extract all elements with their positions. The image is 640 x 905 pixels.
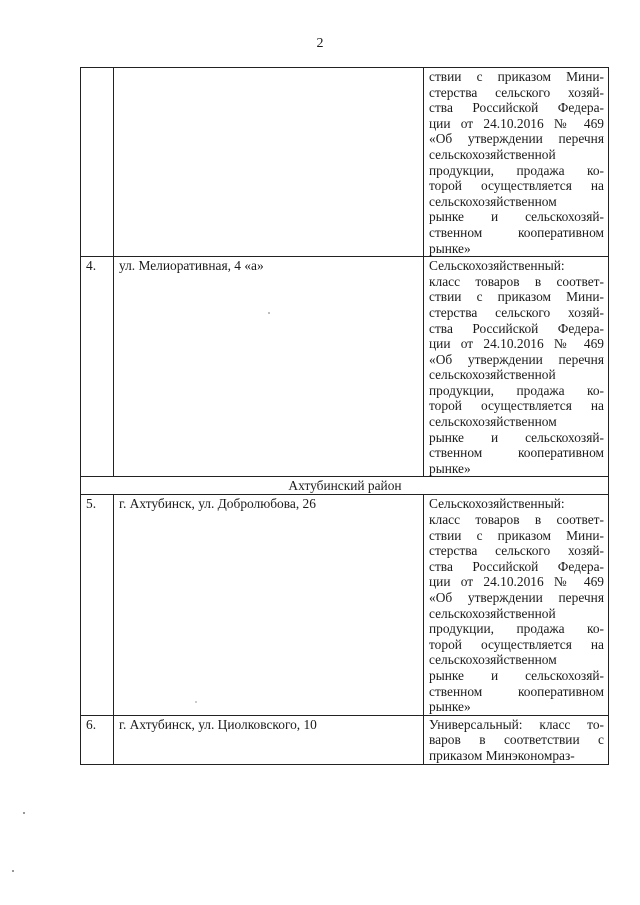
row-number [81,68,114,257]
description-line: ственном кооперативном [429,224,604,240]
description-line: Сельскохозяйственный: [429,496,565,512]
description-line: стерства сельского хозяй- [429,543,604,559]
table-row [81,257,609,477]
description-line: торой осуществляется на [429,178,604,194]
description-line: рынке» [429,699,471,715]
description-line: продукции, продажа ко- [429,621,604,637]
description-line: варов в соответствии с [429,732,604,748]
description-line: ства Российской Федера- [429,320,604,336]
description-line: приказом Минэкономраз- [429,747,575,763]
table-row [81,68,609,257]
row-number: 5. [81,495,114,715]
description-line: ствии с приказом Мини- [429,289,604,305]
description-line: ственном кооперативном [429,445,604,461]
description-line: ции от 24.10.2016 № 469 [429,115,604,131]
row-number: 6. [81,715,114,764]
description-line: рынке» [429,460,471,476]
description-line: сельскохозяйственной [429,605,556,621]
description-line: стерства сельского хозяй- [429,304,604,320]
row-number: 4. [81,257,114,477]
row-description [424,715,609,764]
description-line: ства Российской Федера- [429,100,604,116]
description-line: рынке и сельскохозяй- [429,667,604,683]
description-line: ствии с приказом Мини- [429,527,604,543]
description-line: класс товаров в соответ- [429,273,604,289]
description-line: ствии с приказом Мини- [429,69,604,84]
district-header-row [81,477,609,495]
table-row [81,715,609,764]
description-line: сельскохозяйственном [429,652,557,668]
description-line: продукции, продажа ко- [429,162,604,178]
description-line: торой осуществляется на [429,398,604,414]
description-line: ции от 24.10.2016 № 469 [429,336,604,352]
row-description [424,257,609,477]
markets-table [80,67,609,765]
district-header: Ахтубинский район [81,477,609,495]
description-line: ции от 24.10.2016 № 469 [429,574,604,590]
description-line: рынке и сельскохозяй- [429,429,604,445]
row-address [114,68,424,257]
description-line: сельскохозяйственной [429,146,556,162]
description-line: класс товаров в соответ- [429,512,604,528]
description-line: рынке» [429,240,471,256]
description-line: «Об утверждении перечня [429,131,604,147]
description-line: «Об утверждении перечня [429,590,604,605]
table-row [81,495,609,715]
row-address: г. Ахтубинск, ул. Добролюбова, 26 [114,495,424,715]
description-line: рынке и сельскохозяй- [429,209,604,225]
row-address: ул. Мелиоративная, 4 «а» [114,257,424,477]
description-line: торой осуществляется на [429,636,604,652]
scan-speck [12,870,14,872]
description-line: ственном кооперативном [429,683,604,699]
page-number: 2 [316,36,324,51]
scan-speck [268,312,270,314]
description-line: стерства сельского хозяй- [429,84,604,100]
row-description [424,495,609,715]
row-address: г. Ахтубинск, ул. Циолковского, 10 [114,715,424,764]
description-line: сельскохозяйственной [429,367,556,383]
description-line: Сельскохозяйственный: [429,258,565,274]
description-line: ства Российской Федера- [429,558,604,574]
description-line: Универсальный: класс то- [429,716,604,732]
scan-speck [23,812,25,814]
description-line: «Об утверждении перечня [429,351,604,367]
description-line: продукции, продажа ко- [429,382,604,398]
description-line: сельскохозяйственном [429,414,557,430]
scan-speck [195,701,197,703]
row-description [424,68,609,257]
description-line: сельскохозяйственном [429,193,557,209]
